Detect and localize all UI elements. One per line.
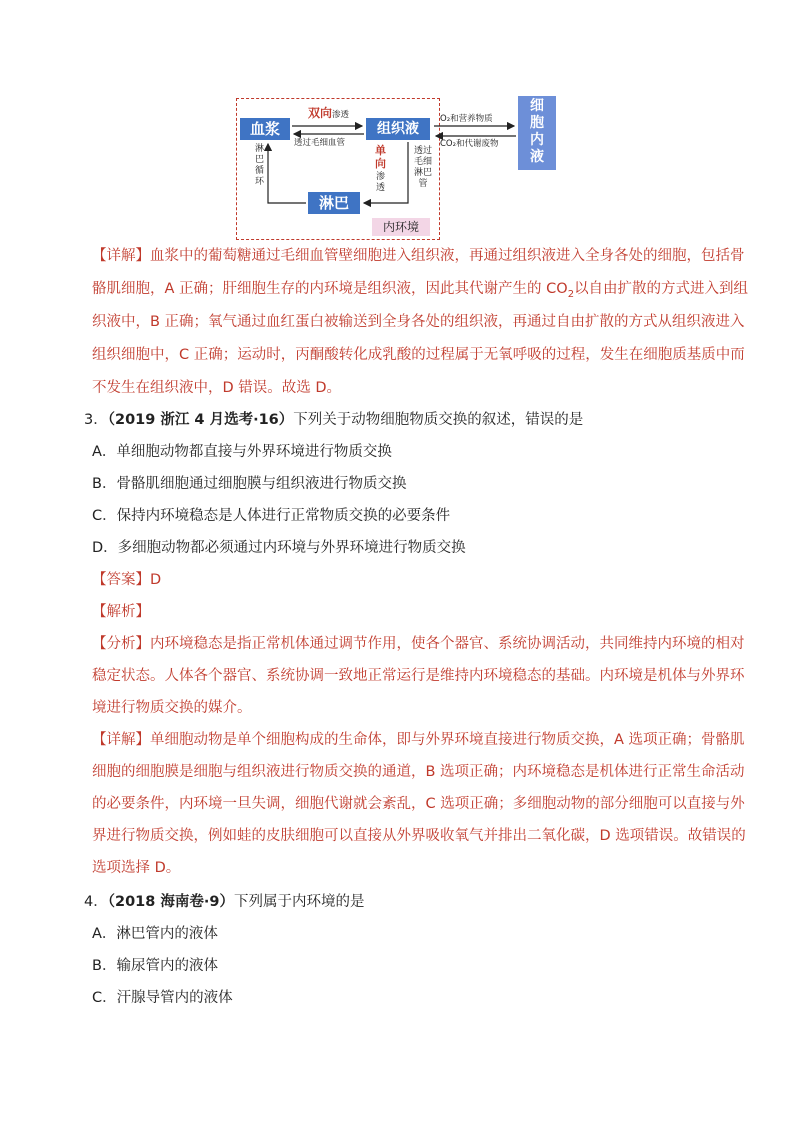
lymph-circulation-label: 淋巴循环 (254, 144, 264, 187)
q4-option-a: A．淋巴管内的液体 (92, 926, 218, 942)
q4-source: （2018 海南卷·9） (107, 894, 234, 910)
unidirectional-suffix: 渗透 (375, 172, 385, 193)
q3-detail-line-2: 细胞的细胞膜是细胞与组织液进行物质交换的通道，B 选项正确；内环境稳态是机体进行正常生命活动 (92, 764, 745, 780)
lymph-box: 淋巴 (308, 192, 360, 214)
o2-nutrients-label: O₂和营养物质 (440, 114, 493, 124)
capillary-wall-label: 透过毛细血管 (294, 138, 346, 148)
q2-detail-line-1: 【详解】血浆中的葡萄糖通过毛细血管壁细胞进入组织液，再通过组织液进入全身各处的细胞，包括骨 (92, 248, 745, 264)
tissue-to-lymph-arrow (364, 142, 408, 203)
cell-fluid-label: 细胞内液 (530, 98, 544, 165)
lymph-to-plasma-arrow (268, 144, 306, 203)
q4-option-c: C．汗腺导管内的液体 (92, 990, 233, 1006)
q4-option-b: B．输尿管内的液体 (92, 958, 218, 974)
q3-detail-line-3: 的必要条件，内环境一旦失调，细胞代谢就会紊乱，C 选项正确；多细胞动物的部分细胞可以直接与外 (92, 796, 745, 812)
diagram-arrows (232, 96, 562, 242)
q3-detail-line-4: 界进行物质交换，例如蛙的皮肤细胞可以直接从外界吸收氧气并排出二氧化碳，D 选项错误。故错误的 (92, 828, 746, 844)
q3-option-c: C．保持内环境稳态是人体进行正常物质交换的必要条件 (92, 508, 451, 524)
unidirectional-label: 单向 (375, 144, 386, 170)
q2-detail-line-5: 不发生在组织液中，D 错误。故选 D。 (92, 380, 342, 396)
q3-answer: 【答案】D (92, 572, 162, 588)
q4-stem: 4．（2018 海南卷·9）下列属于内环境的是 (84, 894, 365, 910)
internal-environment-label: 内环境 (372, 218, 430, 236)
q3-option-d: D．多细胞动物都必须通过内环境与外界环境进行物质交换 (92, 540, 466, 556)
q3-option-a: A．单细胞动物都直接与外界环境进行物质交换 (92, 444, 392, 460)
q2-detail-line-4: 组织细胞中，C 正确；运动时，丙酮酸转化成乳酸的过程属于无氧呼吸的过程，发生在细胞质基质中而 (92, 347, 745, 363)
lymph-capillary-label: 透过毛细淋巴管 (413, 146, 432, 189)
q3-stem: 3．（2019 浙江 4 月选考·16）下列关于动物细胞物质交换的叙述，错误的是 (84, 412, 584, 428)
q3-fenxi-line-3: 境进行物质交换的媒介。 (92, 700, 252, 716)
tissue-fluid-box: 组织液 (366, 118, 430, 140)
internal-environment-diagram (232, 96, 562, 242)
q3-fenxi-line-1: 【分析】内环境稳态是指正常机体通过调节作用，使各个器官、系统协调活动，共同维持内环境的相对 (92, 636, 745, 652)
plasma-box: 血浆 (240, 118, 290, 140)
q3-detail-line-5: 选项选择 D。 (92, 860, 181, 876)
q3-analysis-tag: 【解析】 (92, 604, 150, 620)
q3-fenxi-line-2: 稳定状态。人体各个器官、系统协调一致地正常运行是维持内环境稳态的基础。内环境是机体与外界环 (92, 668, 745, 684)
q2-detail-tag: 【详解】 (92, 248, 150, 264)
q3-detail-line-1: 【详解】单细胞动物是单个细胞构成的生命体，即与外界环境直接进行物质交换，A 选项正确；骨骼肌 (92, 732, 745, 748)
bidirectional-label: 双向渗透 (308, 106, 350, 120)
q3-source: （2019 浙江 4 月选考·16） (107, 412, 294, 428)
q2-detail-line-2: 骼肌细胞，A 正确；肝细胞生存的内环境是组织液，因此其代谢产生的 $CO_2$以自由扩散的方式进入到组 (92, 281, 749, 300)
co2-waste-label: CO₂和代谢废物 (440, 139, 499, 149)
q2-detail-line-3: 织液中，B 正确；氧气通过血红蛋白被输送到全身各处的组织液，再通过自由扩散的方式从组织液进入 (92, 314, 745, 330)
q3-option-b: B．骨骼肌细胞通过细胞膜与组织液进行物质交换 (92, 476, 407, 492)
